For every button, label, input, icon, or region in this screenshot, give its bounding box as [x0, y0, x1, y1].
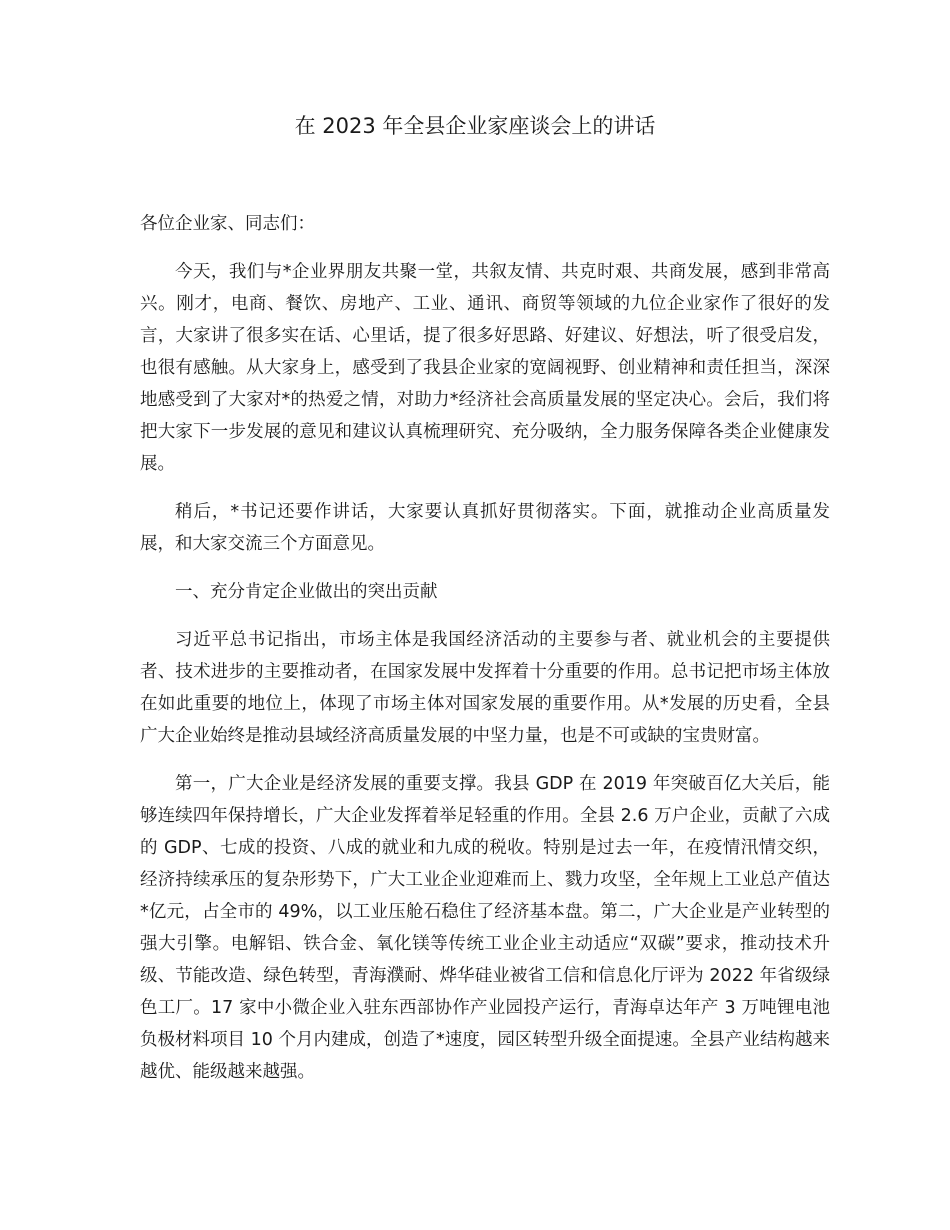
paragraph-market-entities: 习近平总书记指出，市场主体是我国经济活动的主要参与者、就业机会的主要提供者、技术进步的主要推动者，在国家发展中发挥着十分重要的作用。总书记把市场主体放在如此重要的地位上，体现了市场主体对国家发展的重要作用。从*发展的历史看，全县广大企业始终是推动县域经济高质量发展的中坚力量，也是不可或缺的宝贵财富。 — [140, 630, 830, 746]
document-title: 在 2023 年全县企业家座谈会上的讲话 — [294, 114, 656, 138]
salutation: 各位企业家、同志们： — [140, 214, 315, 234]
section-heading-1: 一、充分肯定企业做出的突出贡献 — [175, 582, 438, 602]
paragraph-transition: 稍后，*书记还要作讲话，大家要认真抓好贯彻落实。下面，就推动企业高质量发展，和大家交流三个方面意见。 — [140, 502, 830, 554]
document-body — [140, 208, 830, 1088]
paragraph-opening: 今天，我们与*企业界朋友共聚一堂，共叙友情、共克时艰、共商发展，感到非常高兴。刚才，电商、餐饮、房地产、工业、通讯、商贸等领域的九位企业家作了很好的发言，大家讲了很多实在话、心里话，提了很多好思路、好建议、好想法，听了很受启发，也很有感触。从大家身上，感受到了我县企业家的宽阔视野、创业精神和责任担当，深深地感受到了大家对*的热爱之情，对助力*经济社会高质量发展的坚定决心。会后，我们将把大家下一步发展的意见和建议认真梳理研究、充分吸纳，全力服务保障各类企业健康发展。 — [140, 262, 830, 474]
paragraph-contributions: 第一，广大企业是经济发展的重要支撑。我县 GDP 在 2019 年突破百亿大关后，能够连续四年保持增长，广大企业发挥着举足轻重的作用。全县 2.6 万户企业，贡献了六成的 GDP、七成的投资、八成的就业和九成的税收。特别是过去一年，在疫情汛情交织，经济持续承压的复杂形势下，广大工业企业迎难而上、戮力攻坚，全年规上工业总产值达*亿元，占全市的 49%，以工业压舱石稳住了经济基本盘。第二，广大企业是产业转型的强大引擎。电解铝、铁合金、氧化镁等传统工业企业主动适应“双碳”要求，推动技术升级、节能改造、绿色转型，青海濮耐、烨华硅业被省工信和信息化厅评为 2022 年省级绿色工厂。17 家中小微企业入驻东西部协作产业园投产运行，青海卓达年产 3 万吨锂电池负极材料项目 10 个月内建成，创造了*速度，园区转型升级全面提速。全县产业结构越来越优、能级越来越强。 — [140, 774, 830, 1082]
